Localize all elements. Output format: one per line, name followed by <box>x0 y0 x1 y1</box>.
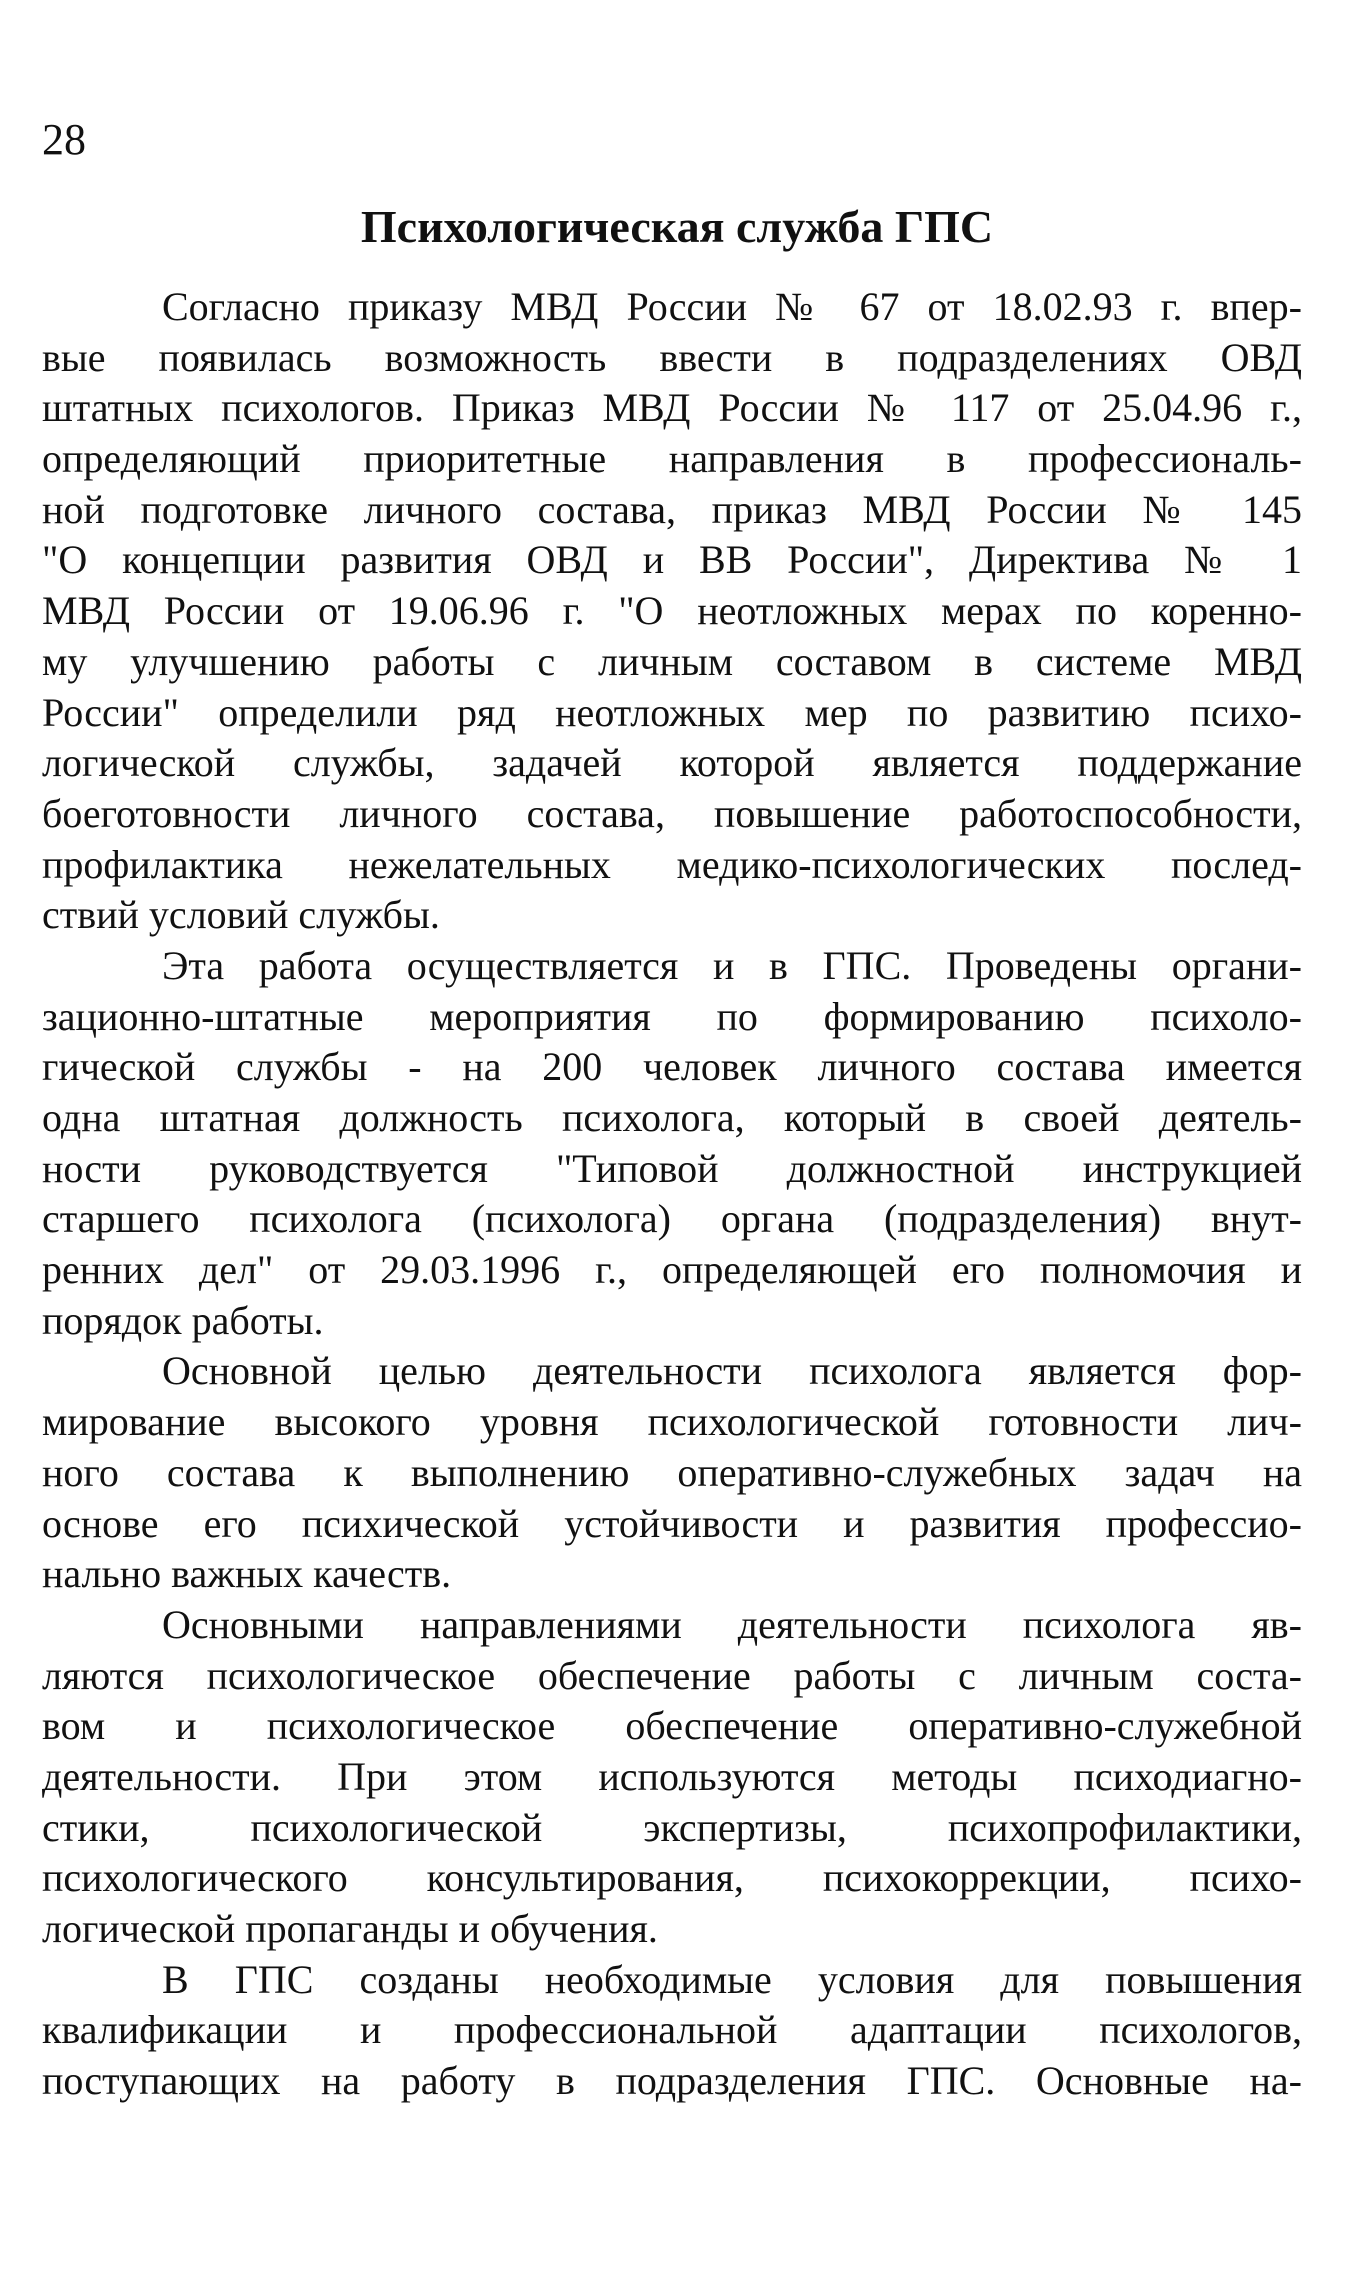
text-line: му улучшению работы с личным составом в системе МВД <box>42 638 1302 684</box>
paragraph <box>42 1600 1302 1955</box>
text-line: профилактика нежелательных медико-психологических послед- <box>42 841 1302 887</box>
text-line: ности руководствуется "Типовой должностной инструкцией <box>42 1145 1302 1191</box>
text-line: Согласно приказу МВД России № 67 от 18.02.93 г. впер- <box>162 284 1302 329</box>
text-line: основе его психической устойчивости и развития профессио- <box>42 1500 1302 1546</box>
text-line: порядок работы. <box>42 1297 324 1343</box>
paragraph <box>42 1955 1302 2107</box>
paragraph <box>42 282 1302 941</box>
text-line: старшего психолога (психолога) органа (подразделения) внут- <box>42 1196 1302 1242</box>
text-line: России" определили ряд неотложных мер по развитию психо- <box>42 689 1302 735</box>
page-number: 28 <box>42 115 86 164</box>
text-line: ствий условий службы. <box>42 892 440 938</box>
text-line: квалификации и профессиональной адаптации психологов, <box>42 2007 1302 2053</box>
text-line: логической службы, задачей которой является поддержание <box>42 740 1302 786</box>
text-line: поступающих на работу в подразделения ГПС. Основные на- <box>42 2058 1302 2104</box>
text-line: зационно-штатные мероприятия по формированию психоло- <box>42 993 1302 1039</box>
text-line: В ГПС созданы необходимые условия для повышения <box>162 1956 1302 2002</box>
text-line: МВД России от 19.06.96 г. "О неотложных мерах по коренно- <box>42 588 1302 634</box>
text-line: Основной целью деятельности психолога является фор- <box>162 1348 1302 1394</box>
text-line: психологического консультирования, психокоррекции, психо- <box>42 1855 1302 1901</box>
text-line: вом и психологическое обеспечение оперативно-служебной <box>42 1703 1302 1749</box>
text-line: Эта работа осуществляется и в ГПС. Проведены органи- <box>162 942 1302 988</box>
text-line: "О концепции развития ОВД и ВВ России", Директива № 1 <box>42 537 1302 583</box>
paragraph <box>42 941 1302 1347</box>
text-line: нально важных качеств. <box>42 1551 452 1597</box>
paragraph <box>42 1346 1302 1599</box>
text-line: гической службы - на 200 человек личного состава имеется <box>42 1044 1302 1090</box>
text-line: ной подготовке личного состава, приказ МВД России № 145 <box>42 486 1302 532</box>
text-line: ренних дел" от 29.03.1996 г., определяющей его полномочия и <box>42 1247 1302 1293</box>
text-line: вые появилась возможность ввести в подразделениях ОВД <box>42 334 1302 380</box>
text-line: боеготовности личного состава, повышение работоспособности, <box>42 790 1302 836</box>
text-line: штатных психологов. Приказ МВД России № 117 от 25.04.96 г., <box>42 385 1302 431</box>
body-text <box>42 282 1302 2107</box>
text-line: Основными направлениями деятельности психолога яв- <box>162 1601 1302 1647</box>
text-line: логической пропаганды и обучения. <box>42 1906 658 1951</box>
text-line: ляются психологическое обеспечение работы с личным соста- <box>42 1652 1302 1698</box>
text-line: одна штатная должность психолога, который в своей деятель- <box>42 1095 1302 1140</box>
text-line: ного состава к выполнению оперативно-служебных задач на <box>42 1449 1302 1495</box>
text-line: определяющий приоритетные направления в профессиональ- <box>42 436 1302 482</box>
text-line: деятельности. При этом используются методы психодиагно- <box>42 1753 1302 1799</box>
text-line: стики, психологической экспертизы, психопрофилактики, <box>42 1804 1302 1850</box>
text-line: мирование высокого уровня психологической готовности лич- <box>42 1399 1302 1445</box>
section-title: Психологическая служба ГПС <box>360 201 994 252</box>
